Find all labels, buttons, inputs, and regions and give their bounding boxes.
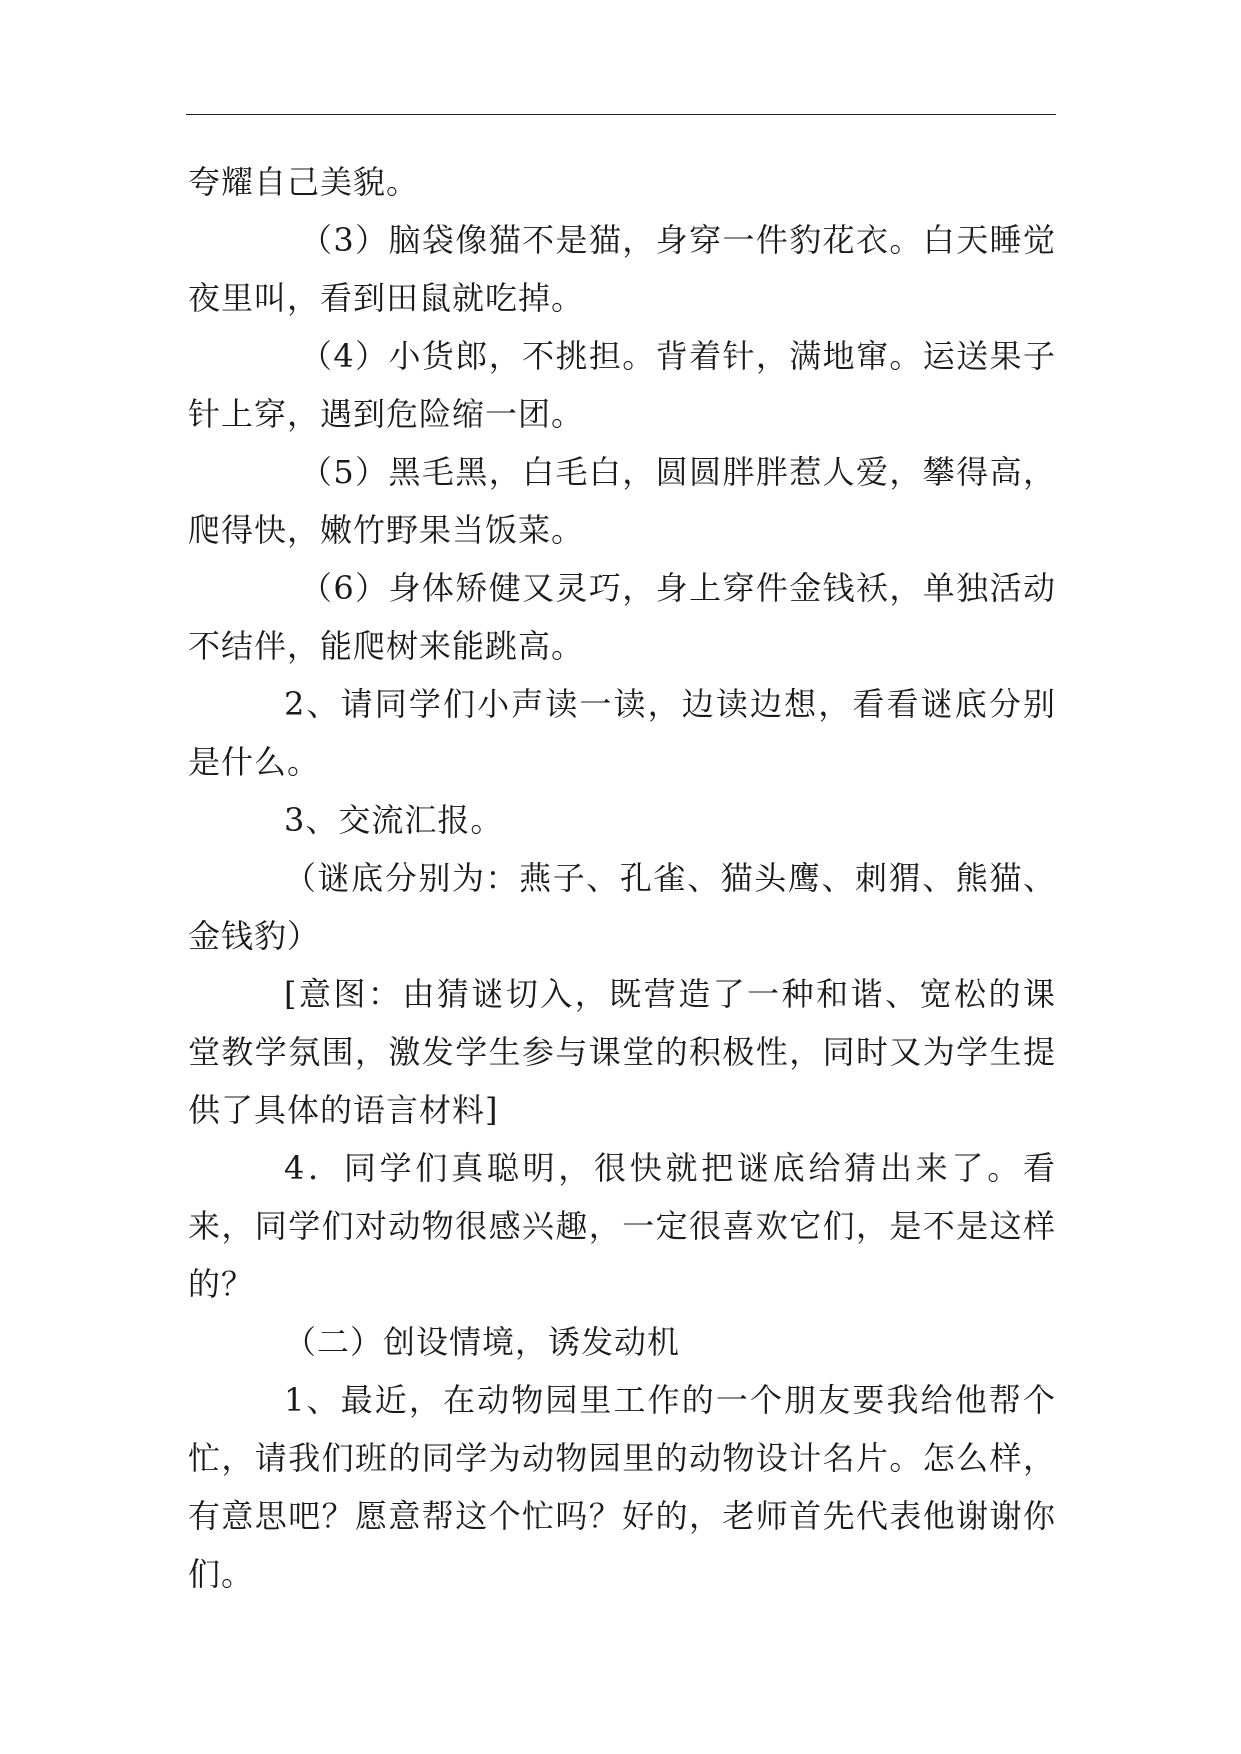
paragraph-continuation: 夸耀自己美貌。 (188, 163, 420, 201)
riddle-answers: （谜底分别为：燕子、孔雀、猫头鹰、刺猬、熊猫、金钱豹） (188, 859, 1056, 955)
step-4: 4．同学们真聪明，很快就把谜底给猜出来了。看来，同学们对动物很感兴趣，一定很喜欢它们，是不是这样的？ (188, 1149, 1056, 1303)
riddle-6: （6）身体矫健又灵巧，身上穿件金钱袄，单独活动不结伴，能爬树来能跳高。 (188, 569, 1056, 665)
riddle-4: （4）小货郎，不挑担。背着针，满地窜。运送果子针上穿，遇到危险缩一团。 (188, 337, 1056, 433)
step-3: 3、交流汇报。 (284, 801, 504, 839)
header-rule (186, 114, 1056, 115)
intent-note: [意图：由猜谜切入，既营造了一种和谐、宽松的课堂教学氛围，激发学生参与课堂的积极性，同时又为学生提供了具体的语言材料] (188, 975, 1056, 1129)
step-2: 2、请同学们小声读一读，边读边想，看看谜底分别是什么。 (188, 685, 1056, 781)
riddle-3: （3）脑袋像猫不是猫，身穿一件豹花衣。白天睡觉夜里叫，看到田鼠就吃掉。 (188, 221, 1056, 317)
document-body (188, 153, 1056, 1603)
section-heading: （二）创设情境，诱发动机 (284, 1323, 681, 1361)
section-step-1: 1、最近，在动物园里工作的一个朋友要我给他帮个忙，请我们班的同学为动物园里的动物设计名片。怎么样，有意思吧？愿意帮这个忙吗？好的，老师首先代表他谢谢你们。 (188, 1381, 1056, 1593)
riddle-5: （5）黑毛黑，白毛白，圆圆胖胖惹人爱，攀得高，爬得快，嫩竹野果当饭菜。 (188, 453, 1056, 549)
